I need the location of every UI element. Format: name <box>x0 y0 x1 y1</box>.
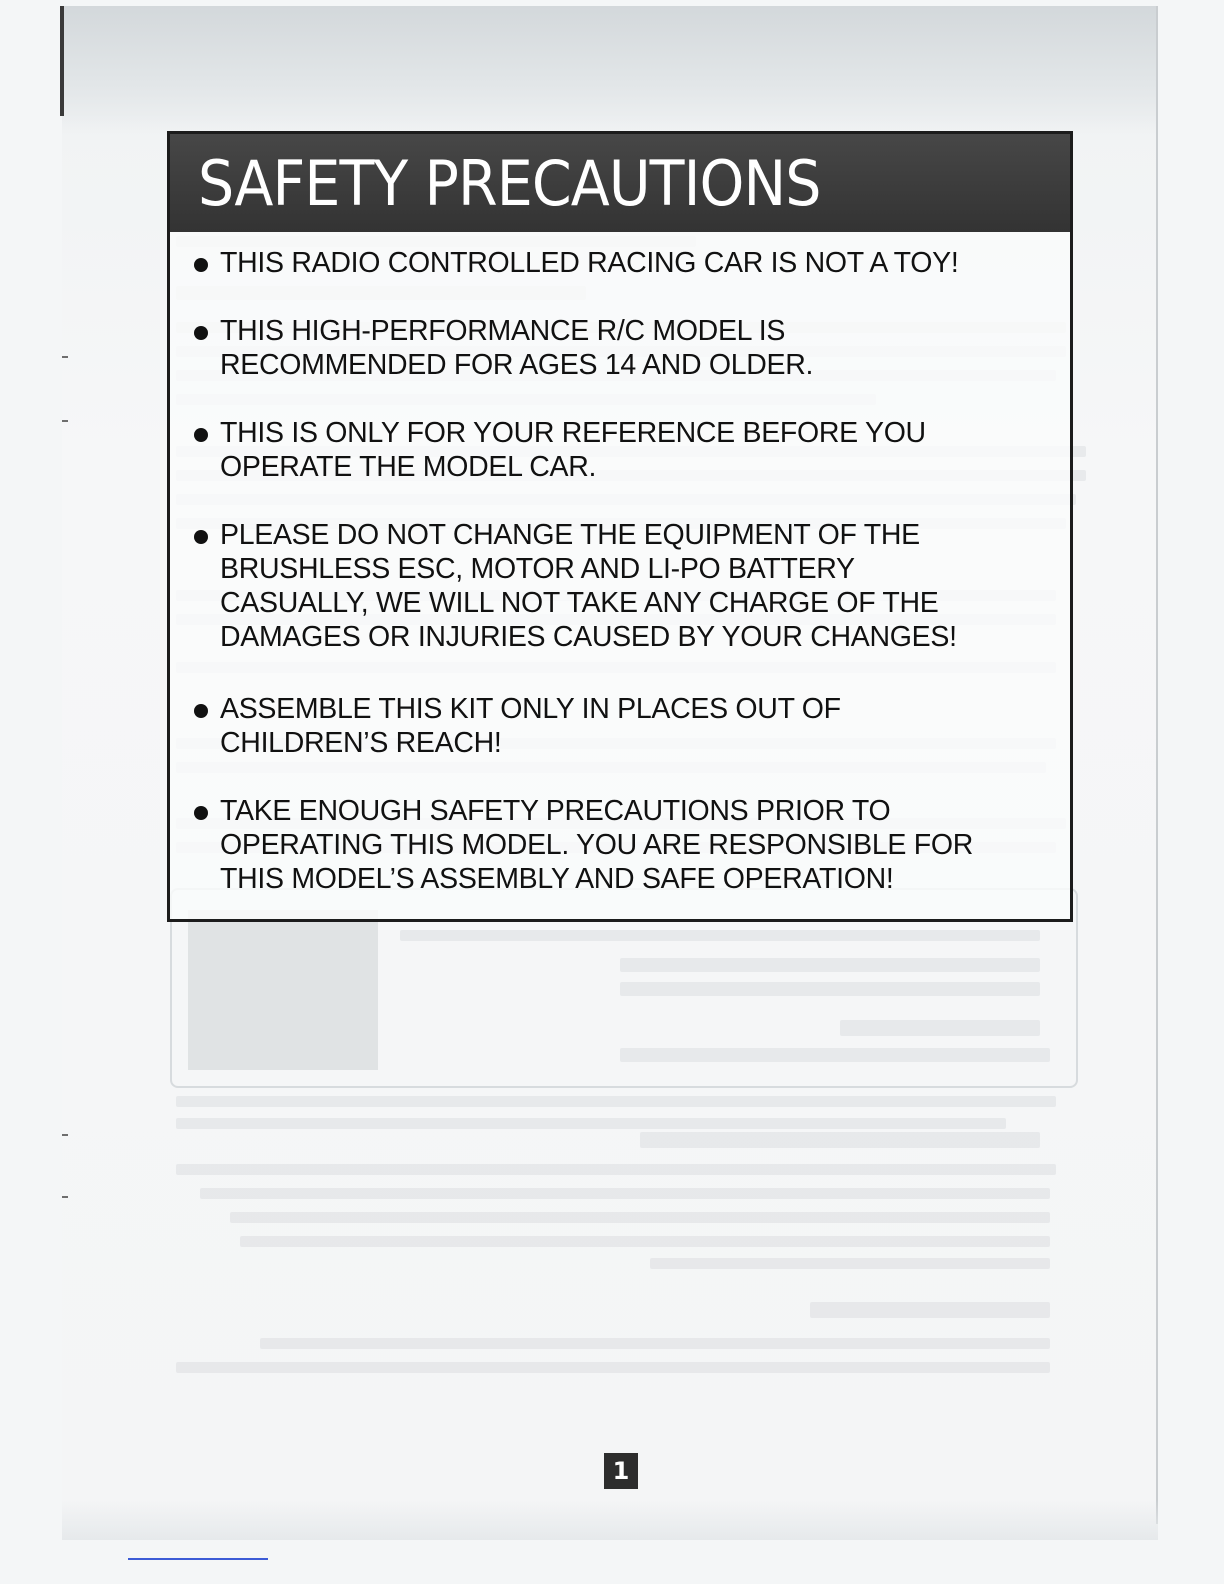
binding-edge <box>60 6 64 116</box>
bleed-through-mark <box>400 930 1040 941</box>
bleed-through-mark <box>200 1188 1050 1199</box>
safety-header-bar <box>170 134 1070 232</box>
bleed-through-mark <box>176 1118 1006 1129</box>
bullet-icon <box>194 326 208 340</box>
bleed-through-mark <box>640 1132 1040 1148</box>
bullet-icon <box>194 258 208 272</box>
page-right-edge <box>1156 6 1158 1524</box>
safety-rule <box>194 518 1054 654</box>
safety-rule-text: THIS RADIO CONTROLLED RACING CAR IS NOT A TOY! <box>220 247 959 279</box>
scan-top-shadow <box>62 6 1158 136</box>
bullet-icon <box>194 704 208 718</box>
safety-rule-text: THIS HIGH-PERFORMANCE R/C MODEL IS RECOMMENDED FOR AGES 14 AND OLDER. <box>220 315 814 381</box>
bullet-icon <box>194 428 208 442</box>
bleed-through-mark <box>620 958 1040 972</box>
bleed-through-mark <box>620 1048 1050 1062</box>
bleed-through-mark <box>176 1362 1050 1373</box>
bleed-through-mark <box>176 1096 1056 1107</box>
margin-tick <box>62 356 68 358</box>
bleed-through-mark <box>260 1338 1050 1349</box>
bleed-through-mark <box>810 1302 1050 1318</box>
safety-rule <box>194 314 1054 382</box>
safety-rule-text: PLEASE DO NOT CHANGE THE EQUIPMENT OF THE BRUSHLESS ESC, MOTOR AND LI-PO BATTERY CASUALLY, WE WILL NOT TAKE ANY CHARGE OF THE DAMAGES OR INJURIES CAUSED BY YOUR CHANGES! <box>220 519 957 653</box>
safety-precautions-panel <box>167 131 1073 922</box>
bleed-through-mark <box>176 1164 1056 1175</box>
margin-tick <box>62 420 68 422</box>
margin-tick <box>62 1134 68 1136</box>
bullet-icon <box>194 806 208 820</box>
bullet-icon <box>194 530 208 544</box>
bleed-through-mark <box>230 1212 1050 1223</box>
bleed-through-mark <box>840 1020 1040 1036</box>
page-number: 1 <box>604 1453 638 1489</box>
scan-bottom-shadow <box>62 1500 1158 1540</box>
page-title: SAFETY PRECAUTIONS <box>198 147 821 220</box>
scan-artifact-line <box>128 1558 268 1560</box>
bleed-through-mark <box>240 1236 1050 1247</box>
margin-tick <box>62 1196 68 1198</box>
bleed-through-mark <box>650 1258 1050 1269</box>
safety-rule <box>194 416 1054 484</box>
bleed-through-photo <box>188 910 378 1070</box>
safety-rule <box>194 794 1054 896</box>
safety-rule <box>194 692 1054 760</box>
safety-rule-text: ASSEMBLE THIS KIT ONLY IN PLACES OUT OF CHILDREN’S REACH! <box>220 693 841 759</box>
safety-rule-text: THIS IS ONLY FOR YOUR REFERENCE BEFORE YOU OPERATE THE MODEL CAR. <box>220 417 926 483</box>
safety-rule <box>194 246 1054 280</box>
safety-rule-text: TAKE ENOUGH SAFETY PRECAUTIONS PRIOR TO OPERATING THIS MODEL. YOU ARE RESPONSIBLE FOR THIS MODEL’S ASSEMBLY AND SAFE OPERATION! <box>220 795 974 895</box>
bleed-through-mark <box>620 982 1040 996</box>
